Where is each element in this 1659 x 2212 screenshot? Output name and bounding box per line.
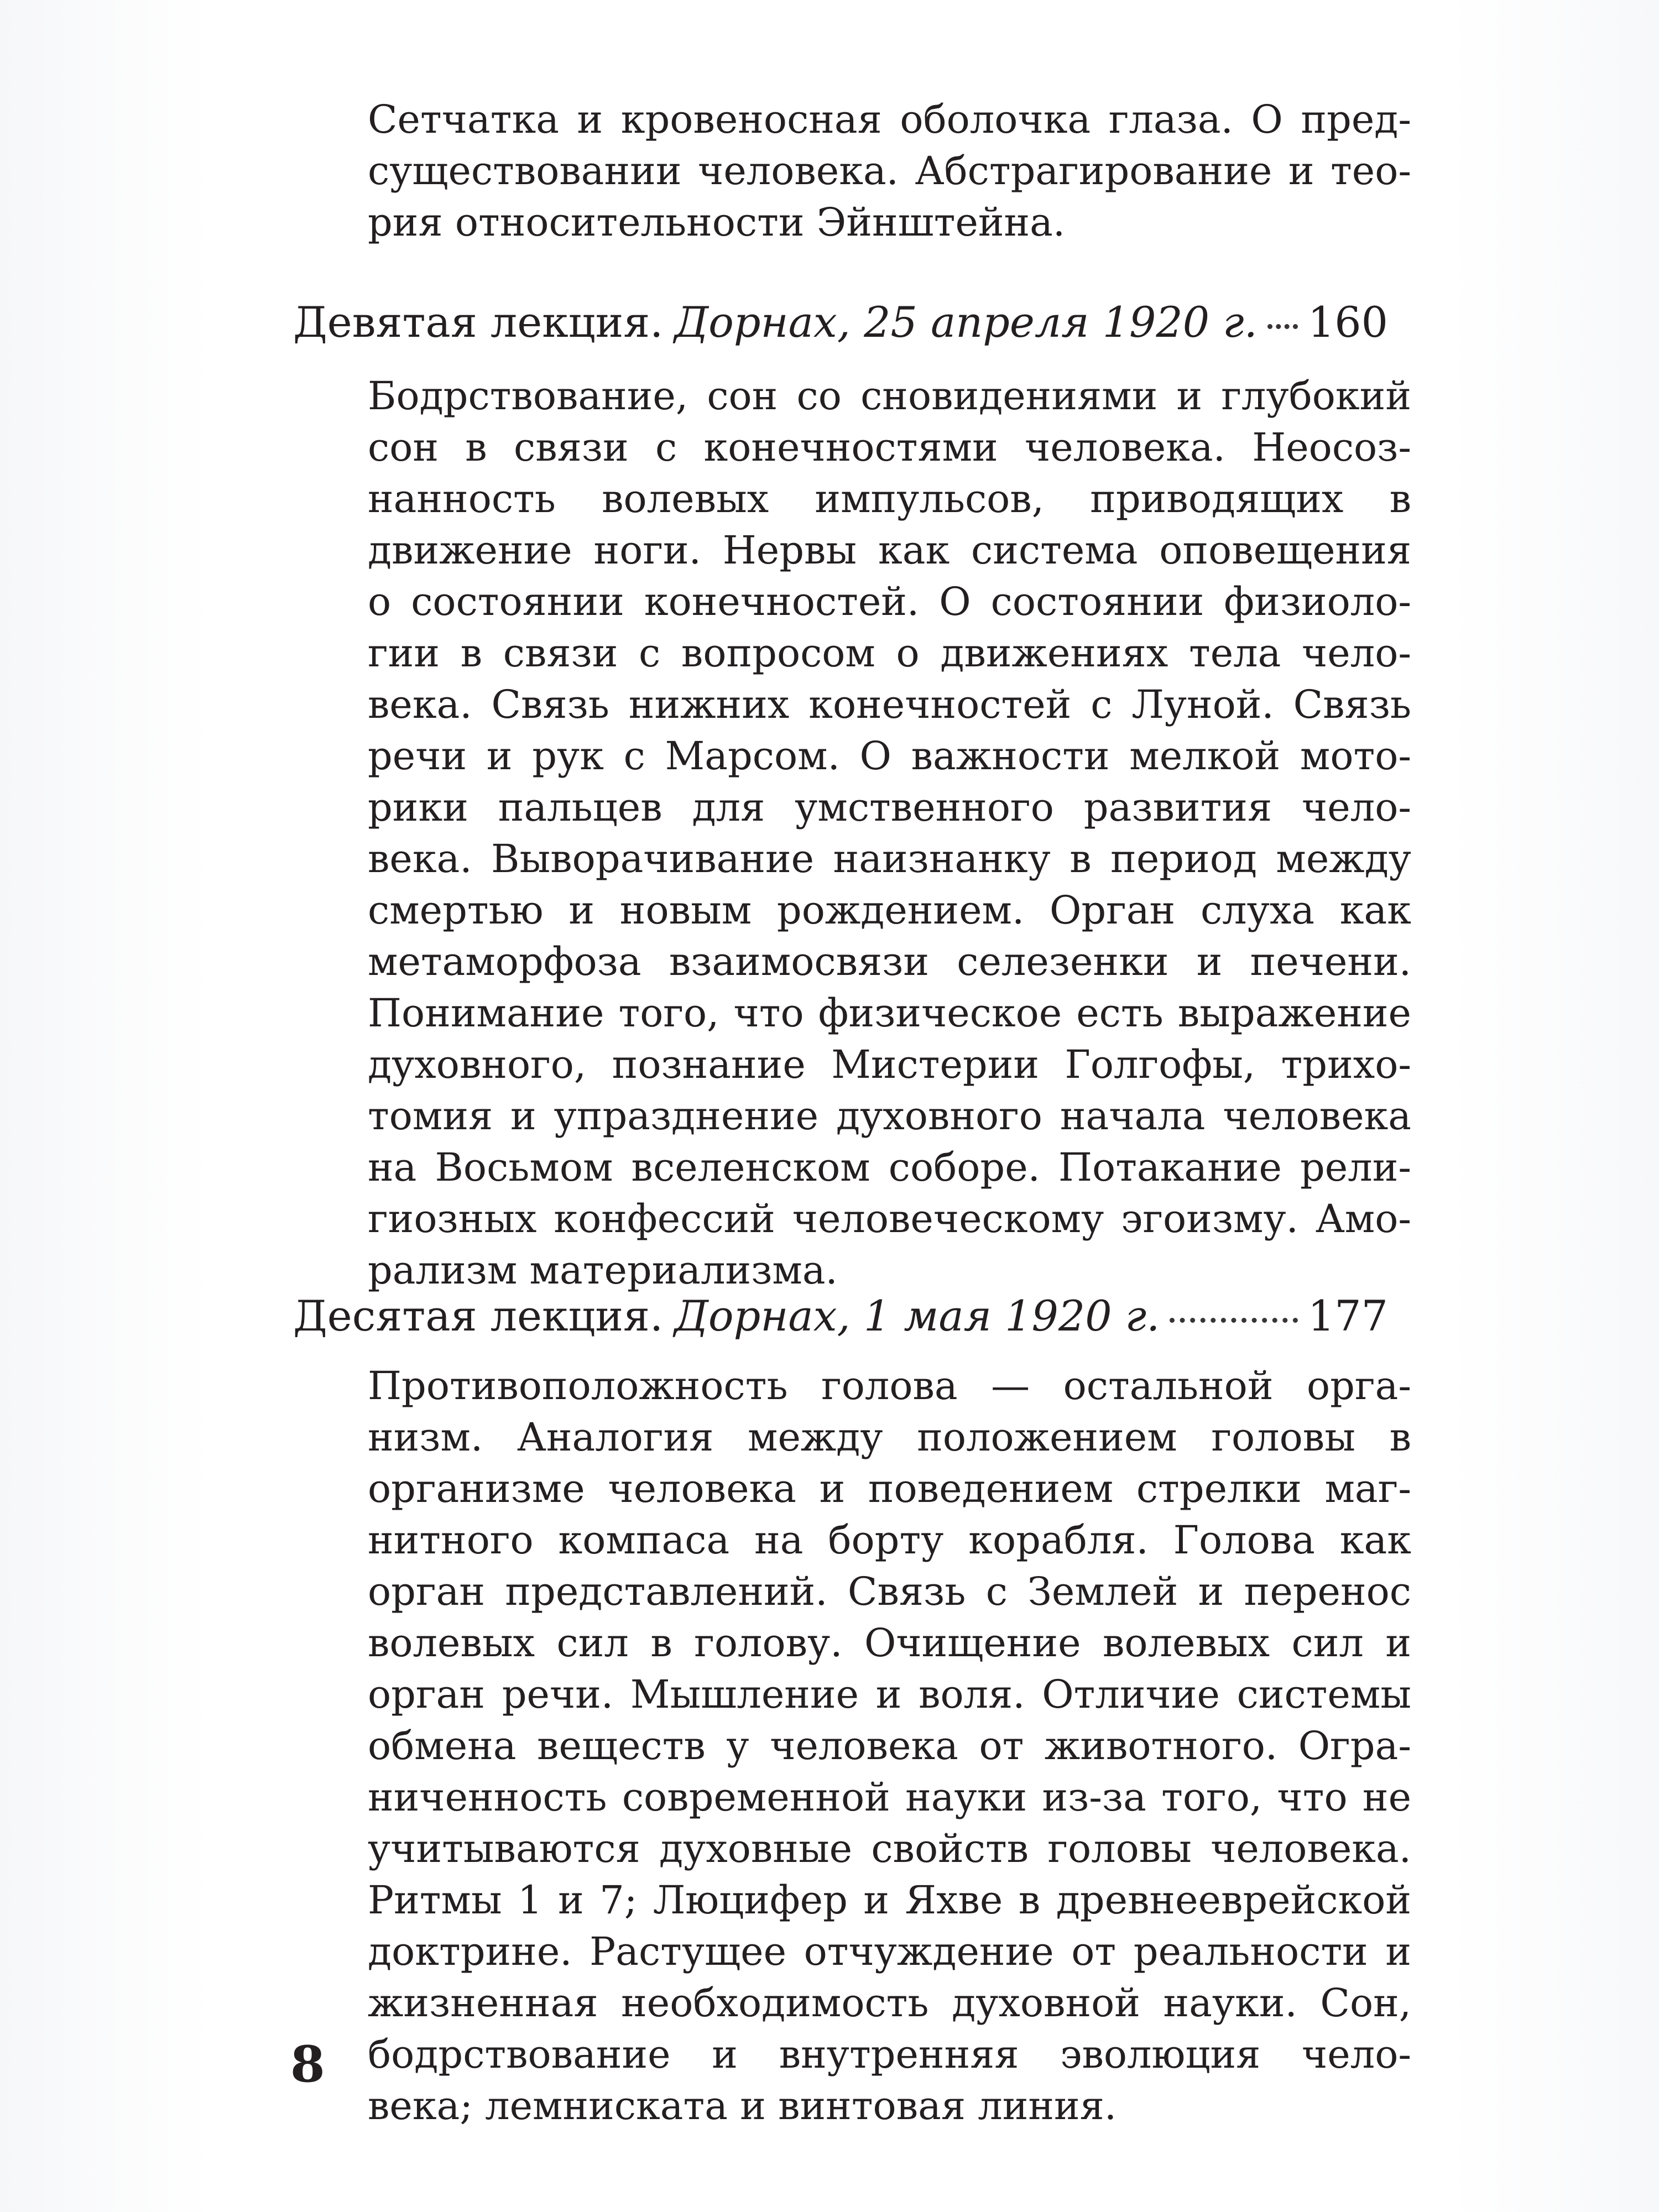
toc-entry-place-date: Дорнах, 25 апреля 1920 г. (674, 298, 1258, 347)
toc-entry-title: Десятая лекция. (293, 1291, 664, 1340)
text-line: сон в связи с конечностями человека. Неосоз- (368, 425, 1411, 470)
text-line: Сетчатка и кровеносная оболочка глаза. О пред- (368, 97, 1411, 142)
text-line: века. Выворачивание наизнанку в период между (368, 836, 1411, 881)
text-line: жизненная необходимость духовной науки. Сон, (368, 1980, 1411, 2026)
text-line: смертью и новым рождением. Орган слуха как (368, 888, 1411, 933)
text-line: речи и рук с Марсом. О важности мелкой мото- (368, 733, 1411, 779)
text-line: гии в связи с вопросом о движениях тела чело- (368, 630, 1411, 676)
text-line: века; лемниската и винтовая линия. (368, 2083, 1117, 2128)
leader-dots (1267, 324, 1298, 329)
toc-entry-lecture-9[interactable] (293, 295, 1388, 350)
lecture-8-summary (368, 94, 1411, 248)
text-line: ниченность современной науки из-за того, что не (368, 1775, 1411, 1820)
text-line: Ритмы 1 и 7; Люцифер и Яхве в древнееврейской (368, 1877, 1411, 1923)
toc-entry-title: Девятая лекция. (293, 298, 664, 347)
text-line: века. Связь нижних конечностей с Луной. Связь (368, 682, 1411, 727)
toc-entry-page-number: 177 (1307, 1291, 1388, 1340)
text-line: рализм материализма. (368, 1248, 838, 1293)
text-line: Понимание того, что физическое есть выражение (368, 990, 1411, 1036)
text-line: бодрствование и внутренняя эволюция чело- (368, 2032, 1411, 2077)
text-line: орган речи. Мышление и воля. Отличие системы (368, 1672, 1411, 1717)
text-line: волевых сил в голову. Очищение волевых сил и (368, 1620, 1411, 1666)
text-line: движение ноги. Нервы как система оповещения (368, 528, 1411, 573)
text-line: Противоположность голова — остальной орга- (368, 1363, 1411, 1408)
text-line: на Восьмом вселенском соборе. Потакание рели- (368, 1145, 1411, 1190)
text-line: учитываются духовные свойств головы человека. (368, 1826, 1411, 1871)
text-line: нанность волевых импульсов, приводящих в (368, 476, 1411, 521)
text-line: организме человека и поведением стрелки маг- (368, 1466, 1411, 1511)
text-line: существовании человека. Абстрагирование и тео- (368, 148, 1411, 194)
text-line: томия и упразднение духовного начала человека (368, 1093, 1411, 1139)
text-line: рия относительности Эйнштейна. (368, 200, 1066, 245)
text-line: рики пальцев для умственного развития чело- (368, 785, 1411, 830)
lecture-10-summary (368, 1360, 1411, 2132)
text-line: доктрине. Растущее отчуждение от реальности и (368, 1929, 1411, 1974)
text-line: нитного компаса на борту корабля. Голова как (368, 1517, 1411, 1563)
lecture-9-summary (368, 371, 1411, 1296)
text-line: орган представлений. Связь с Землей и перенос (368, 1569, 1411, 1614)
toc-entry-page-number: 160 (1307, 298, 1388, 347)
leader-dots (1170, 1318, 1298, 1323)
text-line: гиозных конфессий человеческому эгоизму. Амо- (368, 1196, 1411, 1241)
text-line: о состоянии конечностей. О состоянии физиоло- (368, 579, 1411, 624)
text-line: обмена веществ у человека от животного. Огра- (368, 1723, 1411, 1768)
text-line: Бодрствование, сон со сновидениями и глубокий (368, 373, 1411, 419)
text-line: духовного, познание Мистерии Голгофы, трихо- (368, 1042, 1411, 1087)
text-line: низм. Аналогия между положением головы в (368, 1415, 1411, 1460)
text-line: метаморфоза взаимосвязи селезенки и печени. (368, 939, 1411, 984)
toc-entry-lecture-10[interactable] (293, 1288, 1388, 1344)
toc-entry-place-date: Дорнах, 1 мая 1920 г. (674, 1291, 1160, 1340)
page-number: 8 (290, 2035, 325, 2094)
